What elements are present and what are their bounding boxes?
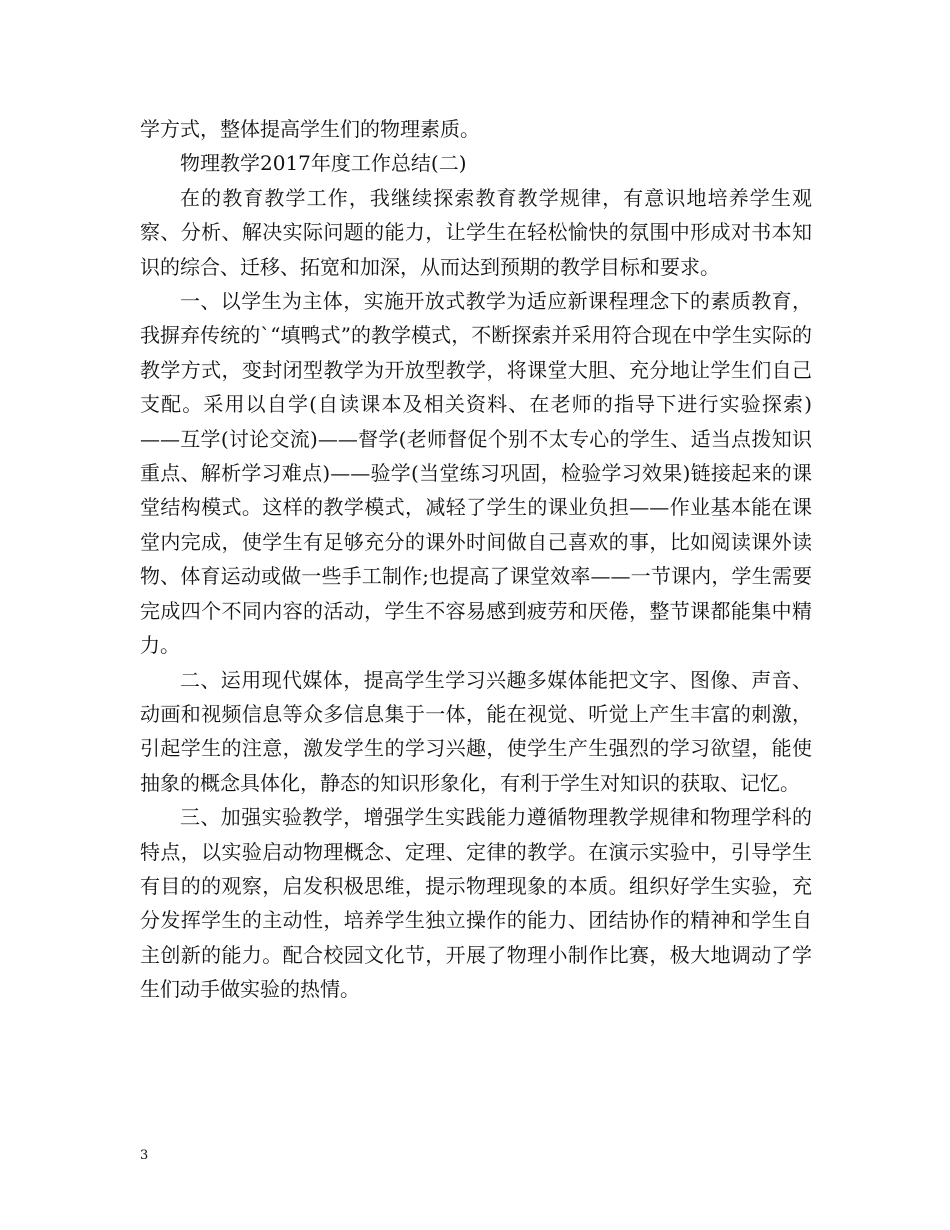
page-number: 3	[140, 1148, 149, 1163]
paragraph-intro: 在的教育教学工作，我继续探索教育教学规律，有意识地培养学生观察、分析、解决实际问题的能力，让学生在轻松愉快的氛围中形成对书本知识的综合、迁移、拓宽和加深，从而达到预期的教学目标和要求。	[140, 185, 812, 279]
paragraph-continuation: 学方式，整体提高学生们的物理素质。	[140, 117, 480, 141]
paragraph-point-2: 二、运用现代媒体，提高学生学习兴趣多媒体能把文字、图像、声音、动画和视频信息等众多信息集于一体，能在视觉、听觉上产生丰富的刺激，引起学生的注意，激发学生的学习兴趣，使学生产生强烈的学习欲望，能使抽象的概念具体化，静态的知识形象化，有利于学生对知识的获取、记忆。	[140, 667, 812, 795]
paragraph-point-1: 一、以学生为主体，实施开放式教学为适应新课程理念下的素质教育，我摒弃传统的`“填鸭式”的教学模式，不断探索并采用符合现在中学生实际的教学方式，变封闭型教学为开放型教学，将课堂大胆、充分地让学生们自己支配。采用以自学(自读课本及相关资料、在老师的指导下进行实验探索)——互学(讨论交流)——督学(老师督促个别不太专心的学生、适当点拨知识重点、解析学习难点)——验学(当堂练习巩固，检验学习效果)链接起来的课堂结构模式。这样的教学模式，减轻了学生的课业负担——作业基本能在课堂内完成，使学生有足够充分的课外时间做自己喜欢的事，比如阅读课外读物、体育运动或做一些手工制作;也提高了课堂效率——一节课内，学生需要完成四个不同内容的活动，学生不容易感到疲劳和厌倦，整节课都能集中精力。	[140, 289, 812, 658]
paragraph-point-3: 三、加强实验教学，增强学生实践能力遵循物理教学规律和物理学科的特点，以实验启动物理概念、定理、定律的教学。在演示实验中，引导学生有目的的观察，启发积极思维，提示物理现象的本质。组织好学生实验，充分发挥学生的主动性，培养学生独立操作的能力、团结协作的精神和学生自主创新的能力。配合校园文化节，开展了物理小制作比赛，极大地调动了学生们动手做实验的热情。	[140, 805, 812, 1002]
body-text	[140, 112, 812, 1007]
section-title: 物理教学2017年度工作总结(二)	[180, 151, 467, 176]
